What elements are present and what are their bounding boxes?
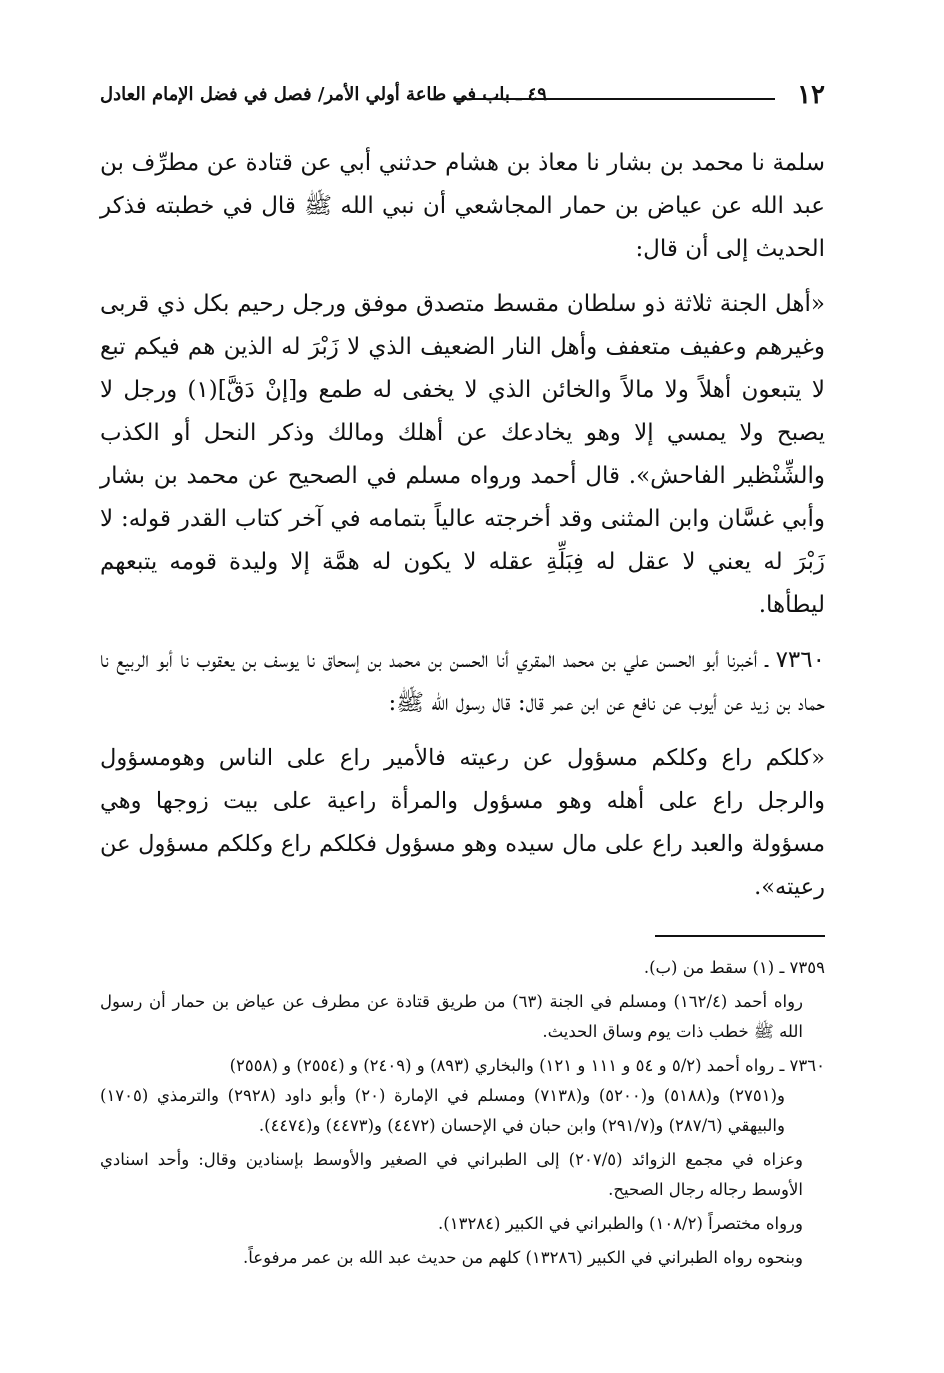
running-header [100,78,825,118]
footnote-7360-cont: و(٢٧٥١) و(٥١٨٨) و(٥٢٠٠) و(٧١٣٨) ومسلم في الإمارة (٢٠) وأبو داود (٢٩٢٨) والترمذي (١٧٠٥) والبيهقي (٢٨٧/٦) و(٢٩١/٧) وابن حبان في الإحسان (٤٤٧٢) و(٤٤٧٣) و(٤٤٧٤). [100,1086,785,1135]
footnote-7359-source: رواه أحمد (١٦٢/٤) ومسلم في الجنة (٦٣) من طريق قتادة عن مطرف عن عياض بن حمار أن رسول الله ﷺ خطب ذات يوم وساق الحديث. [100,992,803,1041]
footnote-7360: ٧٣٦٠ ـ رواه أحمد (٥/٢ و ٥٤ و ١١١ و ١٢١) والبخاري (٨٩٣) و (٢٤٠٩) و (٢٥٥٤) و (٢٥٥٨) [229,1056,825,1075]
footnote-zawaid: وعزاه في مجمع الزوائد (٢٠٧/٥) إلى الطبراني في الصغير والأوسط بإسنادين وقال: وأحد اسنادي الأوسط رجاله رجال الصحيح. [100,1150,803,1199]
paragraph-hadith-quote-2: «كلكم راع وكلكم مسؤول عن رعيته فالأمير راع على الناس وهومسؤول والرجل راع على أهله وهو مسؤول والمرأة راعية على بيت زوجها وهي مسؤولة والعبد راع على مال سيده وهو مسؤول فكلكم راع وكلكم مسؤول عن رعيته». [100,745,825,900]
page-number: ١٢ [797,80,825,110]
footnote-tabarani: وبنحوه رواه الطبراني في الكبير (١٣٢٨٦) كلهم من حديث عبد الله بن عمر مرفوعاً. [243,1248,803,1267]
footnotes [100,953,825,1273]
footnote-7359: ٧٣٥٩ ـ (١) سقط من (ب). [643,958,825,977]
footnote-rule [655,935,825,937]
book-page [100,78,825,1273]
paragraph-hadith-quote: «أهل الجنة ثلاثة ذو سلطان مقسط متصدق موفق ورجل رحيم بكل ذي قربى وغيرهم وعفيف متعفف وأهل النار الضعيف الذي لا زَبْرَ له الذين هم فيكم تبع لا يتبعون أهلاً ولا مالاً والخائن الذي لا يخفى له طمع و[إنْ دَقَّ](١) ورجل لا يصبح ولا يمسي إلا وهو يخادعك عن أهلك ومالك وذكر النحل أو الكذب والشِّنْظير الفاحش». قال أحمد ورواه مسلم في الصحيح عن محمد بن بشار وأبي غسَّان وابن المثنى وقد أخرجته عالياً بتمامه في آخر كتاب القدر قوله: لا زَبْرَ له يعني لا عقل له فِبَلِّةِ عقله لا يكون له همَّة إلا وليدة قومه يتبعهم ليطأها. [100,291,825,618]
paragraph-chain: سلمة نا محمد بن بشار نا معاذ بن هشام حدثني أبي عن قتادة عن مطرِّف بن عبد الله عن عياض بن حمار المجاشعي أن نبي الله ﷺ قال في خطبته فذكر الحديث إلى أن قال: [100,150,825,262]
running-title: ٤٩ ـ باب في طاعة أولي الأمر/ فصل في فضل الإمام العادل [100,84,547,105]
footnote-mukhtasar: ورواه مختصراً (١٠٨/٢) والطبراني في الكبير (١٣٢٨٤). [438,1214,803,1233]
paragraph-hadith-7360: ٧٣٦٠ ـ أخبرنا أبو الحسن علي بن محمد المقري أنا الحسن بن محمد بن إسحاق نا يوسف بن يعقوب نا أبو الربيع نا حماد بن زيد عن أيوب عن نافع عن ابن عمر قال: قال رسول الله ﷺ: [100,647,825,716]
main-text [100,142,825,909]
